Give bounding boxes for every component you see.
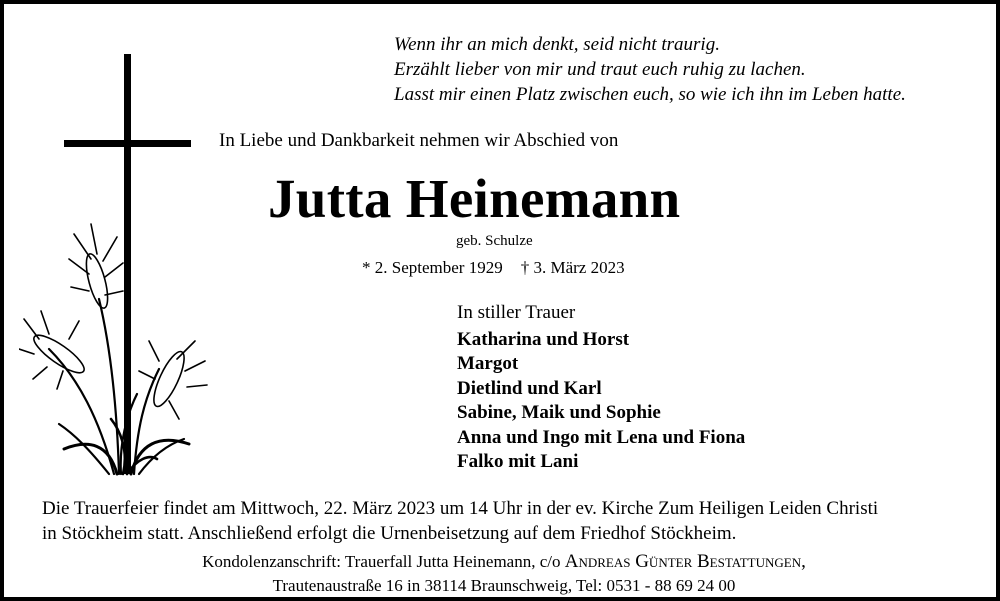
list-item: Anna und Ingo mit Lena und Fiona: [457, 426, 746, 448]
mourners-lead: In stiller Trauer: [457, 302, 576, 323]
list-item: Dietlind und Karl: [457, 377, 602, 399]
mourners-list: [457, 301, 745, 475]
service-info: [42, 496, 878, 546]
contact-address: Trautenaustraße 16 in 38114 Braunschweig, Tel: 0531 - 88 69 24 00: [272, 576, 736, 595]
deceased-name: Jutta Heinemann: [268, 168, 681, 229]
list-item: Katharina und Horst: [457, 328, 630, 350]
service-line: in Stöckheim statt. Anschließend erfolgt die Urnenbeisetzung auf dem Friedhof Stöckheim.: [42, 523, 737, 544]
contact-prefix: Kondolenzanschrift: Trauerfall Jutta Heinemann, c/o: [202, 552, 565, 571]
contact-line: [4, 550, 1000, 574]
poem: [394, 32, 906, 107]
funeral-home: Andreas Günter Bestattungen,: [564, 551, 806, 572]
cross-wheat-artwork: [19, 49, 209, 479]
life-dates: [362, 258, 625, 278]
condolence-address: [4, 550, 1000, 598]
poem-line: Wenn ihr an mich denkt, seid nicht traurig.: [394, 34, 720, 55]
intro-text: In Liebe und Dankbarkeit nehmen wir Abschied von: [219, 130, 619, 151]
poem-line: Erzählt lieber von mir und traut euch ruhig zu lachen.: [394, 59, 806, 80]
cross-icon: [64, 54, 191, 474]
list-item: Margot: [457, 353, 519, 374]
poem-line: Lasst mir einen Platz zwischen euch, so wie ich ihn im Leben hatte.: [394, 84, 906, 105]
list-item: Sabine, Maik und Sophie: [457, 402, 661, 423]
birth-date: * 2. September 1929: [362, 258, 503, 277]
list-item: Falko mit Lani: [457, 451, 579, 472]
death-date: † 3. März 2023: [520, 258, 625, 277]
maiden-name: geb. Schulze: [456, 233, 533, 249]
wheat-icon: [19, 224, 207, 474]
service-line: Die Trauerfeier findet am Mittwoch, 22. März 2023 um 14 Uhr in der ev. Kirche Zum Heiligen Leiden Christi: [42, 498, 879, 519]
